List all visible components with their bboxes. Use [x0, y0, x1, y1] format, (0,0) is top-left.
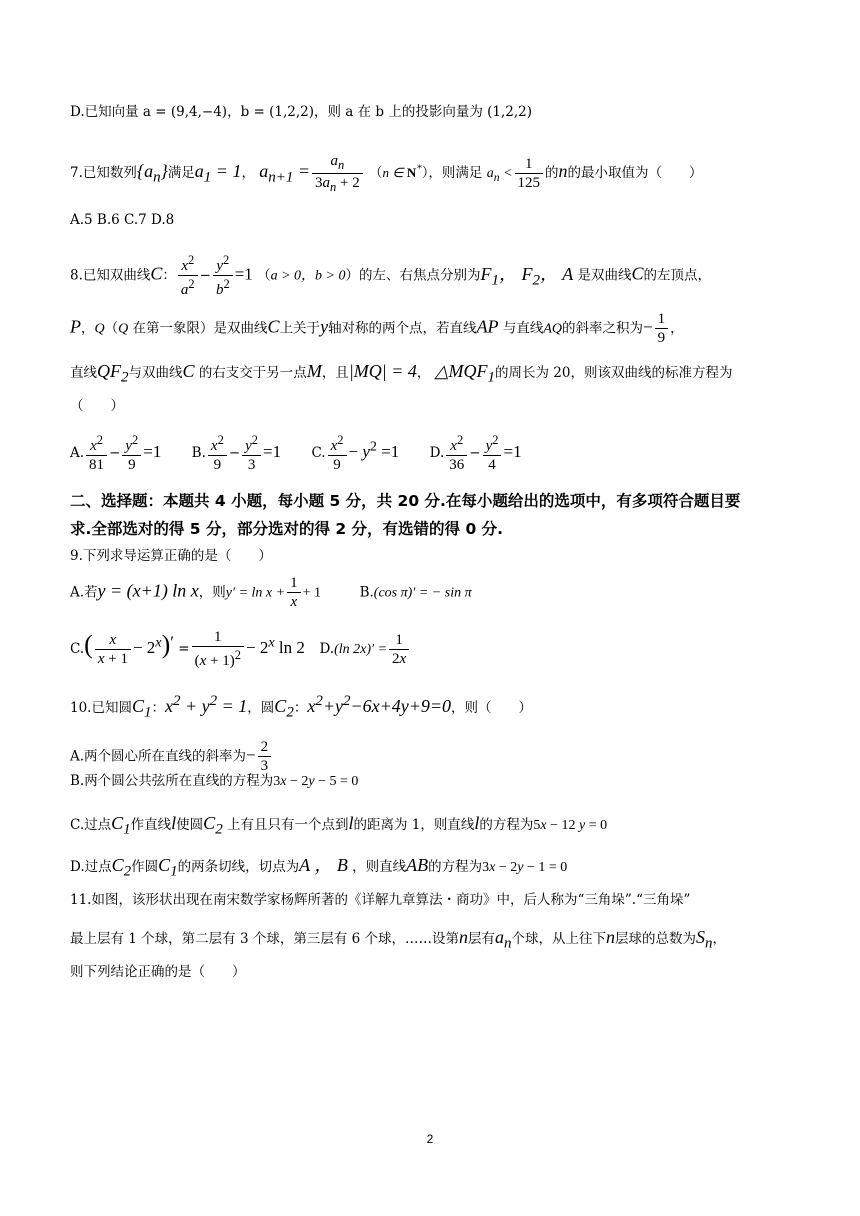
q7-text: ），则满足: [421, 165, 483, 181]
q8-option-d: D. $\frac{x^2}{36}$ − $\frac{y^2}{4}$ =1: [429, 433, 522, 473]
q11-text: 个球，从上往下: [511, 931, 607, 947]
q8-text: ，且: [321, 365, 349, 381]
math-n-in-n: n ∈ N*: [382, 162, 422, 180]
math-c: C: [182, 361, 195, 381]
math-yprime: y′ = ln x +: [225, 585, 286, 601]
q8-line-4: [70, 400, 804, 414]
q8-line-2: P，Q（Q 在第一象限）是双曲线C上关于y轴对称的两个点，若直线AP 与直线AQ的斜率之积为− $\frac{1}{9}$ ，: [70, 311, 684, 346]
math-fraction: $\frac{2}{3}$: [258, 740, 272, 774]
q8-text: 是双曲线: [577, 267, 632, 284]
option-letter: B.: [191, 445, 206, 461]
q10-text: C.过点: [70, 817, 112, 833]
math-fraction: $\frac{a_n}{3a_n + 2}$: [312, 154, 363, 193]
q9-text: 9.下列求导运算正确的是（ ）: [70, 548, 272, 564]
q10-option-c: [70, 814, 804, 838]
q8-text: 与直线: [502, 320, 544, 337]
math-fraction: $\frac{x}{x + 1}$: [95, 633, 131, 667]
math-c: C: [150, 263, 163, 284]
math-line-b: 3x − 2y − 5 = 0: [273, 774, 359, 789]
section-2-line-2: 求.全部选对的得 5 分，部分选对的得 2 分，有选错的得 0 分.: [70, 520, 504, 538]
q10-stem: 10.已知圆$C_1$：$x^2 + y^2 = 1$，圆$C_2$：$x^2+y^2-6x+4y+9=0$，则（ ）: [70, 693, 533, 721]
q8-line-1: 8.已知双曲线C： $\frac{x^2}{a^2}$ − $\frac{y^2}{b^2}$ =1 （a > 0，b > 0）的左、右焦点分别为$F_1$， $F_2$， A 是双曲线C的左顶点，: [70, 253, 711, 298]
q9-options-ab: A.若y = (x+1) ln x，则y′ = ln x + $\frac{1}{x}$ + 1 B.(cos π)′ = − sin π: [70, 575, 472, 610]
math-a1: $a_1 = 1$: [194, 161, 242, 186]
q10-option-a: A.两个圆心所在直线的斜率为− $\frac{2}{3}$: [70, 740, 804, 774]
math-fraction: $\frac{1}{x}$: [287, 576, 301, 610]
q9-stem: [70, 550, 804, 564]
math-ln2x: (ln 2x)′ =: [334, 642, 388, 657]
math-pq: P: [70, 316, 81, 337]
q10-option-d: [70, 856, 804, 880]
math-ab-positive: a > 0，b > 0: [270, 268, 346, 284]
math-ap: AP: [476, 316, 499, 337]
math-sn: $S_n$: [696, 927, 713, 952]
section-2-heading-cont: [70, 522, 804, 538]
math-fraction: $\frac{1}{(x + 1)^2}$: [192, 630, 244, 669]
math-fraction: $\frac{1}{9}$: [655, 312, 669, 346]
q10-text: 作直线: [130, 817, 172, 833]
q8-options: [70, 434, 804, 473]
q9-text: A.若: [70, 584, 98, 601]
q9-text: B.: [359, 584, 374, 601]
q9-text: C.: [70, 641, 85, 657]
math-ineq: $a_n$ <: [486, 166, 513, 184]
math-q: Q: [118, 321, 129, 337]
q8-text: 的右支交于另一点: [198, 365, 307, 381]
q7-options-text: A.5 B.6 C.7 D.8: [70, 212, 175, 228]
q8-text: （ ）: [70, 398, 124, 414]
math-l: l: [348, 813, 354, 833]
math-fraction: $\frac{y^2}{b^2}$: [213, 254, 233, 298]
q8-text: 在第一象限）是双曲线: [132, 320, 268, 337]
q10-text: ，圆: [247, 700, 275, 716]
math-an-set: $\{a_n\}$: [136, 161, 168, 186]
q6-option-d-text: D.已知向量 a = (9,4,−4)，b = (1,2,2)，则 a 在 b 上的投影向量为 (1,2,2): [70, 104, 533, 120]
math-c1: $C_1$: [111, 813, 131, 838]
q11-text: 则下列结论正确的是（ ）: [70, 964, 246, 980]
math-y: y: [320, 316, 329, 337]
math-n: n: [459, 927, 469, 947]
q7-text: 7.已知数列: [70, 165, 137, 181]
option-letter: A.: [70, 445, 85, 461]
q10-text: ，则直线: [352, 859, 407, 875]
q7-text: （: [369, 165, 383, 181]
q11-text: 11.如图，该形状出现在南宋数学家杨辉所著的《详解九章算法・商功》中，后人称为“三角垛”.“三角垛”: [70, 892, 691, 908]
q11-line-1: [70, 894, 804, 908]
math-ab: AB: [406, 855, 429, 875]
q11-line-2: 最上层有 1 个球，第二层有 3 个球，第三层有 6 个球，……设第n层有$a_n$个球，从上往下n层球的总数为$S_n$，: [70, 927, 727, 952]
math-triangle: $\triangle MQF_1$: [434, 361, 495, 386]
q8-text: （: [257, 267, 271, 284]
math-line-d: 3x − 2y − 1 = 0: [482, 860, 568, 875]
math-c2-eq: $x^2+y^2-6x+4y+9=0$: [307, 693, 452, 716]
math-cos-derivative: (cos π)′ = − sin π: [373, 585, 472, 601]
q10-text: 的方程为: [479, 817, 534, 833]
q10-text: A.两个圆心所在直线的斜率为: [70, 748, 247, 765]
math-c1: $C_1$: [158, 855, 178, 880]
section-2-heading: [70, 494, 804, 510]
q8-text: ）的左、右焦点分别为: [345, 267, 481, 284]
q10-text: 的两条切线，切点为: [177, 859, 300, 875]
q10-text: ，则（ ）: [451, 700, 533, 716]
math-c1-eq: $x^2 + y^2 = 1$: [165, 693, 248, 716]
q7-stem: 7.已知数列$\{a_n\}$满足$a_1 = 1$， $a_{n+1}$ = $\frac{a_n}{3a_n + 2}$ （n ∈ N*），则满足 $a_n$ < $\frac{1}{125}$ 的n的最小取值为（ ）: [70, 153, 703, 194]
section-2-line-1: 二、选择题：本题共 4 小题，每小题 5 分，共 20 分.在每小题给出的选项中，有多项符合题目要: [70, 492, 741, 510]
q8-text: 直线: [70, 365, 97, 381]
math-aq: AQ: [543, 321, 563, 337]
q10-option-b: [70, 775, 804, 789]
q7-text: 满足: [167, 165, 195, 181]
math-fraction: $\frac{1}{2x}$: [389, 633, 409, 667]
q7-text: 的: [545, 165, 559, 181]
math-c2: $C_2$: [111, 855, 132, 880]
q6-option-d: [70, 106, 804, 120]
math-recurrence: $a_{n+1}$ =: [259, 161, 311, 186]
q10-text: B.两个圆公共弦所在直线的方程为: [70, 773, 274, 789]
math-qf2: $QF_2$: [97, 361, 129, 386]
q11-text: 层有: [468, 931, 496, 947]
q8-option-a: A. $\frac{x^2}{81}$ − $\frac{y^2}{9}$ =1: [70, 433, 162, 473]
q8-option-c: C. $\frac{x^2}{9}$ − $y^2 =1$: [311, 433, 400, 473]
math-m: M: [306, 361, 322, 381]
math-l: l: [474, 813, 480, 833]
math-c: C: [267, 316, 280, 337]
math-n: n: [606, 927, 616, 947]
q10-text: 10.已知圆: [70, 700, 132, 716]
math-c1: $C_1$: [131, 696, 152, 721]
q9-text: D.: [319, 641, 335, 657]
q11-line-3: [70, 966, 804, 980]
option-letter: D.: [429, 445, 445, 461]
math-an: $a_n$: [495, 927, 512, 952]
q8-text: 上关于: [279, 320, 321, 337]
math-c2: $C_2$: [203, 813, 223, 838]
q7-options: [70, 214, 804, 228]
q10-text: 上有且只有一个点到: [226, 817, 349, 833]
q11-text: 层球的总数为: [615, 931, 697, 947]
math-fraction: $\frac{x^2}{a^2}$: [178, 254, 198, 298]
q8-text: 的周长为 20，则该双曲线的标准方程为: [495, 365, 733, 381]
q10-text: D.过点: [70, 859, 112, 875]
math-line-c: 5x − 12 y = 0: [533, 818, 608, 833]
q7-text: 的最小取值为（ ）: [567, 165, 703, 181]
math-q: Q: [94, 321, 105, 337]
math-mq: |MQ| = 4: [348, 361, 417, 381]
math-l: l: [171, 813, 177, 833]
q8-text: 轴对称的两个点，若直线: [328, 320, 477, 337]
math-c: C: [631, 263, 644, 284]
q8-text: 8.已知双曲线: [70, 267, 151, 284]
math-f1f2: $F_1$， $F_2$， A: [480, 263, 574, 289]
q8-text: 与双曲线: [128, 365, 183, 381]
math-ab-points: A ， B: [299, 855, 348, 875]
option-letter: C.: [311, 445, 326, 461]
q10-text: 使圆: [176, 817, 204, 833]
q8-text: 的左顶点，: [643, 267, 711, 284]
q10-text: 的距离为 1，则直线: [353, 817, 475, 833]
q9-options-cd: C.( $\frac{x}{x + 1}$ − $2^x)'$ = $\frac{1}{(x + 1)^2}$ − $2^x$ ln 2 D.(ln 2x)′ = $\frac{1}{2x}$: [70, 630, 804, 669]
q8-text: （: [104, 320, 119, 337]
q8-option-b: B. $\frac{x^2}{9}$ − $\frac{y^2}{3}$ =1: [191, 433, 282, 473]
q10-text: 的方程为: [428, 859, 483, 875]
q8-text: 的斜率之积为: [562, 320, 644, 337]
math-n: n: [558, 161, 568, 181]
math-y-def: y = (x+1) ln x: [97, 580, 199, 601]
math-c2: $C_2$: [274, 696, 294, 721]
q8-line-3: 直线$QF_2$与双曲线C 的右支交于另一点M，且|MQ| = 4， $\triangle MQF_1$的周长为 20，则该双曲线的标准方程为: [70, 361, 733, 386]
math-fraction: $\frac{1}{125}$: [515, 157, 544, 191]
q11-text: 最上层有 1 个球，第二层有 3 个球，第三层有 6 个球，……设第: [70, 931, 460, 947]
page-number: 2: [426, 1132, 434, 1146]
q9-text: ，则: [198, 584, 226, 601]
q10-text: 作圆: [131, 859, 159, 875]
